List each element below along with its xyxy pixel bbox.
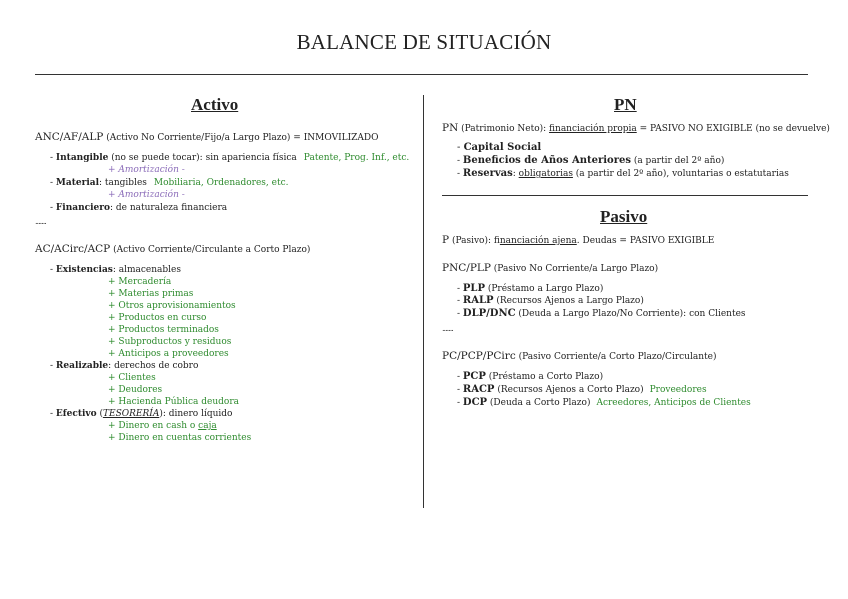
efectivo-item: + Dinero en cuentas corrientes (108, 433, 252, 443)
realizable-item: + Deudores (108, 385, 163, 395)
realizable-item: + Hacienda Pública deudora (108, 397, 240, 407)
bullet: - (457, 156, 463, 166)
financiero-line (50, 202, 227, 214)
anc-line (35, 131, 379, 144)
plp-desc: (Préstamo a Largo Plazo) (484, 284, 604, 294)
bullet: - (457, 372, 463, 382)
capital-line (457, 142, 541, 154)
dlp-desc: (Deuda a Largo Plazo/No Corriente): con Clientes (515, 309, 746, 319)
page-title: BALANCE DE SITUACIÓN (296, 30, 552, 54)
bullet: - (457, 385, 463, 395)
pnc-desc: (Pasivo No Corriente/a Largo Plazo) (490, 264, 659, 274)
realizable-line (50, 360, 198, 372)
material-examples: Mobiliaria, Ordenadores, etc. (153, 178, 289, 188)
ralp-line (457, 295, 644, 307)
material-amortizacion: + Amortización - (108, 190, 185, 200)
p-code: P (442, 234, 450, 246)
bullet: - (50, 265, 56, 275)
racp-label: RACP (462, 384, 495, 395)
pcp-label: PCP (462, 371, 486, 382)
pn-heading: PN (614, 95, 637, 114)
bullet: - (457, 296, 463, 306)
existencias-item: + Subproductos y residuos (108, 337, 232, 347)
existencias-desc: : almacenables (112, 265, 181, 275)
pn-desc-tail: = PASIVO NO EXIGIBLE (no se devuelve) (636, 124, 830, 134)
existencias-line (50, 264, 181, 276)
title-divider (35, 74, 808, 75)
beneficios-desc: (a partir del 2º año) (630, 156, 725, 166)
intangible-label: Intangible (55, 153, 109, 163)
financiacion-ajena: nanciación ajena (499, 236, 577, 246)
efectivo-desc: ): dinero líquido (159, 409, 233, 419)
pcp-line (457, 371, 603, 383)
pc-line (442, 350, 716, 363)
existencias-item: + Productos en curso (108, 313, 207, 323)
intangible-line (50, 152, 409, 164)
dcp-examples: Acreedores, Anticipos de Clientes (596, 398, 751, 408)
material-label: Material (55, 178, 99, 188)
efectivo-item-text: + Dinero en cash o (108, 421, 199, 431)
material-line (50, 177, 289, 189)
ac-desc: (Activo Corriente/Circulante a Corto Plazo) (113, 245, 311, 255)
pn-line (442, 122, 830, 135)
bullet: - (50, 361, 56, 371)
bullet: - (50, 203, 56, 213)
pcp-desc: (Préstamo a Corto Plazo) (485, 372, 604, 382)
plp-label: PLP (462, 283, 485, 294)
dcp-label: DCP (462, 397, 488, 408)
pn-pasivo-divider (442, 195, 808, 196)
anc-code: ANC/AF/ALP (35, 131, 104, 143)
separator-dots: ....... (442, 324, 453, 333)
existencias-item: + Materias primas (108, 289, 194, 299)
intangible-examples: Patente, Prog. Inf., etc. (303, 153, 410, 163)
intangible-amortizacion: + Amortización - (108, 165, 185, 175)
dcp-desc: (Deuda a Corto Plazo) (487, 398, 591, 408)
ac-code: AC/ACirc/ACP (35, 243, 111, 255)
dlp-label: DLP/DNC (462, 308, 516, 319)
plp-line (457, 283, 603, 295)
realizable-label: Realizable (55, 361, 109, 371)
ralp-desc: (Recursos Ajenos a Largo Plazo) (493, 296, 644, 306)
pn-code: PN (442, 122, 459, 134)
dlp-line (457, 308, 746, 320)
realizable-item: + Clientes (108, 373, 156, 383)
pn-desc: (Patrimonio Neto): (461, 124, 550, 134)
paren: ( (96, 409, 104, 419)
caja-label: caja (198, 421, 217, 431)
efectivo-item (108, 420, 217, 432)
beneficios-label: Beneficios de Años Anteriores (462, 155, 631, 166)
existencias-label: Existencias (55, 265, 113, 275)
financiero-desc: : de naturaleza financiera (110, 203, 228, 213)
p-desc: (Pasivo): fi (449, 236, 500, 246)
financiacion-propia: financiación propia (549, 124, 637, 134)
anc-desc: (Activo No Corriente/Fijo/a Largo Plazo) = INMOVILIZADO (106, 133, 379, 143)
racp-examples: Proveedores (649, 385, 707, 395)
reservas-line (457, 168, 789, 180)
material-desc: : tangibles (99, 178, 147, 188)
column-divider (423, 95, 424, 508)
bullet: - (457, 142, 464, 153)
existencias-item: + Anticipos a proveedores (108, 349, 229, 359)
pnc-code: PNC/PLP (442, 262, 491, 274)
bullet: - (457, 169, 463, 179)
racp-line (457, 384, 707, 396)
pasivo-heading: Pasivo (600, 207, 648, 226)
bullet: - (50, 409, 56, 419)
ralp-label: RALP (462, 295, 494, 306)
bullet: - (50, 153, 56, 163)
pc-desc: (Pasivo Corriente/a Corto Plazo/Circulante) (515, 352, 717, 362)
tesoreria-label: TESORERÍA (103, 409, 160, 419)
realizable-desc: : derechos de cobro (108, 361, 199, 371)
beneficios-line (457, 155, 724, 167)
existencias-item: + Mercadería (108, 277, 172, 287)
p-desc-tail: . Deudas = PASIVO EXIGIBLE (576, 236, 715, 246)
p-line (442, 234, 714, 247)
activo-heading: Activo (191, 95, 239, 114)
pnc-line (442, 262, 658, 275)
existencias-item: + Otros aprovisionamientos (108, 301, 236, 311)
financiero-label: Financiero (55, 203, 111, 213)
racp-desc: (Recursos Ajenos a Corto Plazo) (494, 385, 644, 395)
intangible-desc: (no se puede tocar): sin apariencia física (108, 153, 297, 163)
bullet: - (457, 284, 463, 294)
bullet: - (457, 309, 463, 319)
bullet: - (50, 178, 56, 188)
dcp-line (457, 397, 751, 409)
separator-dots: ....... (35, 217, 46, 226)
pc-code: PC/PCP/PCirc (442, 350, 516, 362)
bullet: - (457, 398, 463, 408)
sep: : (512, 169, 519, 179)
existencias-item: + Productos terminados (108, 325, 219, 335)
capital-label: Capital Social (463, 142, 542, 153)
efectivo-line (50, 408, 232, 420)
obligatorias: obligatorias (518, 169, 573, 179)
ac-line (35, 243, 310, 256)
efectivo-label: Efectivo (55, 409, 97, 419)
reservas-label: Reservas (462, 168, 513, 179)
reservas-desc: (a partir del 2º año), voluntarias o estatutarias (572, 169, 789, 179)
